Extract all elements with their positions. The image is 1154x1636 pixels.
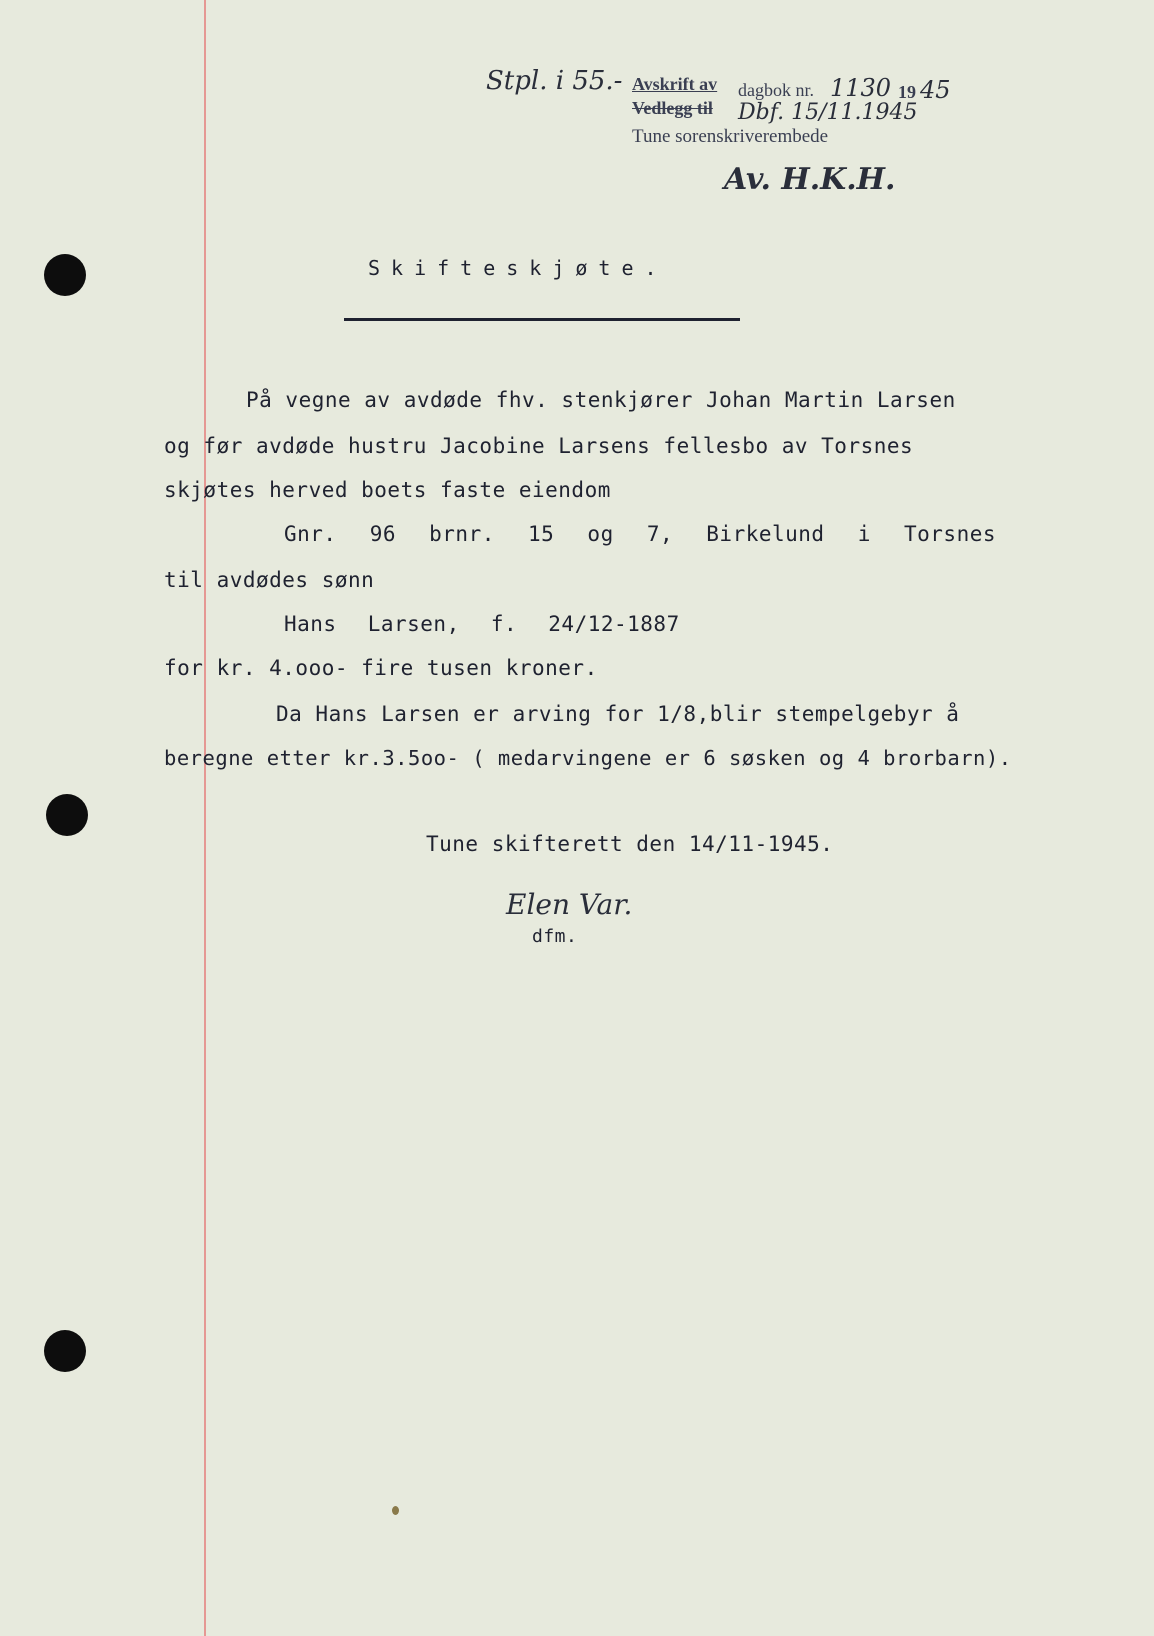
year-suffix: 45	[920, 76, 951, 104]
stamp-diary-label: dagbok nr.	[738, 80, 814, 100]
margin-line	[204, 0, 206, 1636]
body-line-property: Gnr. 96 brnr. 15 og 7, Birkelund i Torsnes	[284, 522, 997, 546]
punch-hole	[44, 254, 86, 296]
year-prefix: 19	[898, 82, 916, 102]
body-line: for kr. 4.ooo- fire tusen kroner.	[164, 656, 598, 680]
stamp-office: Tune sorenskriverembede	[632, 126, 829, 147]
document-title: Skifteskjøte.	[368, 256, 668, 280]
punch-hole	[46, 794, 88, 836]
body-line: På vegne av avdøde fhv. stenkjører Johan Martin Larsen	[246, 388, 956, 412]
handwritten-initials: Av. H.K.H.	[724, 162, 896, 197]
title-underline	[344, 318, 740, 321]
punch-hole	[44, 1330, 86, 1372]
body-line-heir: Hans Larsen, f. 24/12-1887	[284, 612, 680, 636]
body-line: beregne etter kr.3.5oo- ( medarvingene er 6 søsken og 4 brorbarn).	[164, 746, 1012, 770]
signature-title: dfm.	[532, 926, 578, 947]
handwritten-stamp-reference: Stpl. i 55.-	[486, 66, 623, 96]
body-line: Da Hans Larsen er arving for 1/8,blir stempelgebyr å	[276, 702, 960, 726]
handwritten-date: Dbf. 15/11.1945	[738, 100, 918, 125]
signature: Elen Var.	[506, 888, 633, 921]
stamp-copy-label: Avskrift av	[632, 74, 718, 94]
body-line: skjøtes herved boets faste eiendom	[164, 478, 611, 502]
place-date: Tune skifterett den 14/11-1945.	[426, 832, 834, 856]
stamp-struck-label: Vedlegg til	[632, 98, 713, 118]
diary-number: 1130	[830, 74, 892, 102]
paper-speck	[392, 1506, 399, 1515]
body-line: og før avdøde hustru Jacobine Larsens fellesbo av Torsnes	[164, 434, 914, 458]
body-line: til avdødes sønn	[164, 568, 375, 592]
